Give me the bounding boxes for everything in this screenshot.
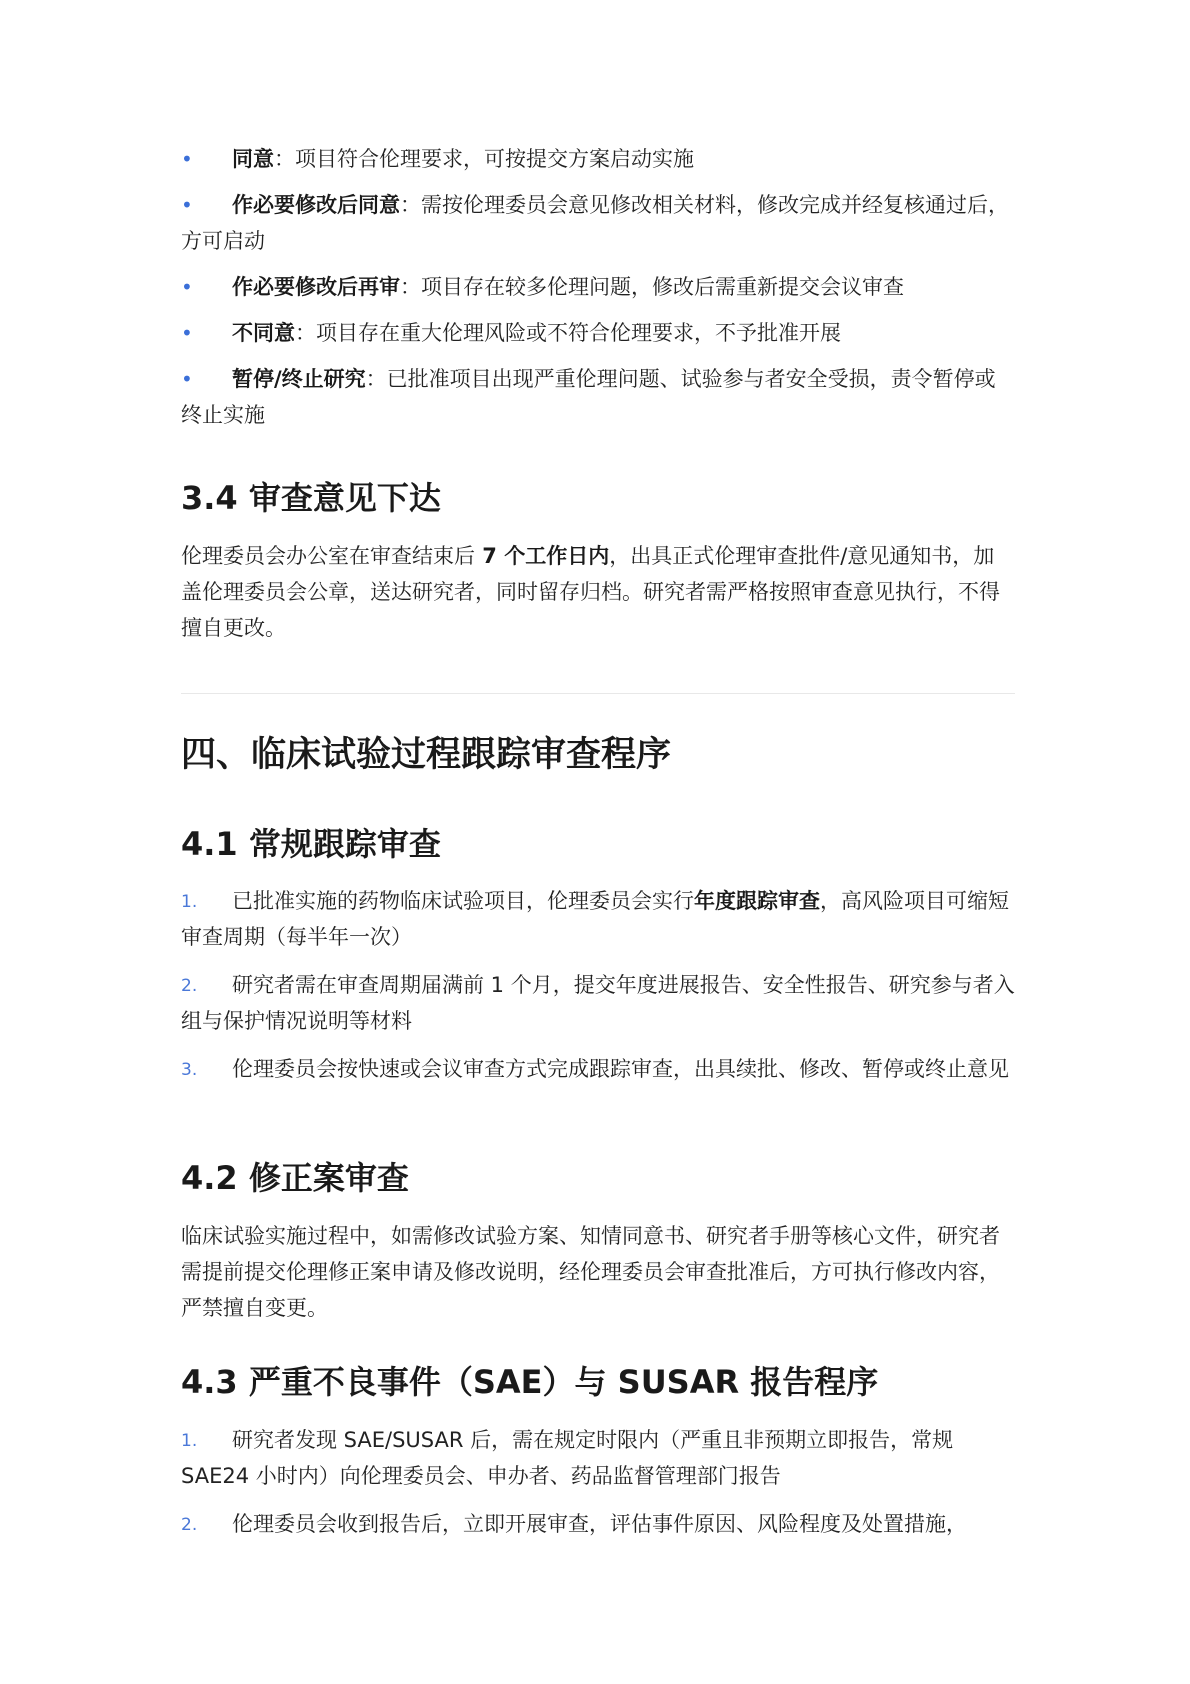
section-heading-3-4: 3.4 审查意见下达 <box>181 479 441 517</box>
section-divider <box>181 693 1015 694</box>
list-item: 2. 研究者需在审查周期届满前 1 个月，提交年度进展报告、安全性报告、研究参与者入组与保护情况说明等材料 <box>181 967 1015 1039</box>
section-paragraph: 伦理委员会办公室在审查结束后 7 个工作日内，出具正式伦理审查批件/意见通知书，加盖伦理委员会公章，送达研究者，同时留存归档。研究者需严格按照审查意见执行，不得擅自更改。 <box>181 544 1000 640</box>
list-number: 1. <box>181 1431 198 1451</box>
bullet-icon: • <box>181 321 193 345</box>
tracking-review-list <box>181 883 1015 1087</box>
list-item: 1. 已批准实施的药物临床试验项目，伦理委员会实行年度跟踪审查，高风险项目可缩短审查周期（每半年一次） <box>181 883 1015 955</box>
section-heading-4-1: 4.1 常规跟踪审查 <box>181 825 441 863</box>
section-heading-4-3: 4.3 严重不良事件（SAE）与 SUSAR 报告程序 <box>181 1363 879 1401</box>
list-item: • 暂停/终止研究：已批准项目出现严重伦理问题、试验参与者安全受损，责令暂停或终止实施 <box>181 361 1015 433</box>
list-item: • 作必要修改后同意：需按伦理委员会意见修改相关材料，修改完成并经复核通过后，方可启动 <box>181 187 1015 259</box>
bullet-icon: • <box>181 147 193 171</box>
list-number: 3. <box>181 1060 198 1080</box>
section-heading-4-2: 4.2 修正案审查 <box>181 1159 409 1197</box>
bullet-icon: • <box>181 193 193 217</box>
list-item: • 作必要修改后再审：项目存在较多伦理问题，修改后需重新提交会议审查 <box>181 269 1015 305</box>
list-item: 1. 研究者发现 SAE/SUSAR 后，需在规定时限内（严重且非预期立即报告，常规 SAE24 小时内）向伦理委员会、申办者、药品监督管理部门报告 <box>181 1422 1015 1494</box>
chapter-heading: 四、临床试验过程跟踪审查程序 <box>181 735 672 775</box>
list-item: • 同意：项目符合伦理要求，可按提交方案启动实施 <box>181 141 1015 177</box>
bullet-icon: • <box>181 275 193 299</box>
section-paragraph: 临床试验实施过程中，如需修改试验方案、知情同意书、研究者手册等核心文件，研究者需提前提交伦理修正案申请及修改说明，经伦理委员会审查批准后，方可执行修改内容，严禁擅自变更。 <box>181 1224 1000 1320</box>
list-item: 2. 伦理委员会收到报告后，立即开展审查，评估事件原因、风险程度及处置措施， <box>181 1506 1015 1542</box>
list-number: 1. <box>181 892 198 912</box>
list-number: 2. <box>181 1515 198 1535</box>
sae-report-list <box>181 1422 1015 1542</box>
list-item: • 不同意：项目存在重大伦理风险或不符合伦理要求，不予批准开展 <box>181 315 1015 351</box>
bullet-icon: • <box>181 367 193 391</box>
list-number: 2. <box>181 976 198 996</box>
decision-list <box>181 141 1015 433</box>
list-item: 3. 伦理委员会按快速或会议审查方式完成跟踪审查，出具续批、修改、暂停或终止意见 <box>181 1051 1015 1087</box>
